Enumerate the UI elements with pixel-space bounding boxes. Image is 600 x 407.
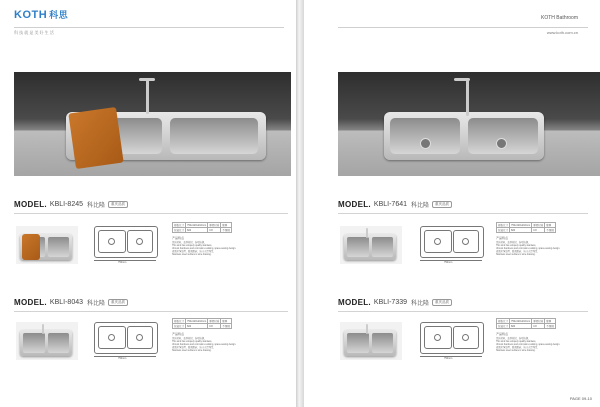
model-heading-1: MODEL. KBLI-8245 科比隆 重庆品质 xyxy=(14,198,128,210)
product-thumb-2 xyxy=(16,322,78,360)
features-text: 优质材料，加厚板材，防噪防潮， This sink has uniquely quality stainless, Utmost hardness and corrosion-resisting, space-saving design. 表面拉丝处理，耐刮耐磨，防止水渍残留， Stainless steel surface is wire drawing. xyxy=(172,338,237,352)
spec-table-1: 规格尺寸 750x420x210mm 厚度材质 壁厚 包装尺寸 820 0.8 不锈钢 xyxy=(174,223,230,232)
page-number: PAGE 09-10 xyxy=(569,396,592,401)
right-page xyxy=(304,0,600,407)
header-divider xyxy=(14,27,284,28)
quality-badge: 重庆品质 xyxy=(432,201,452,208)
series-cn: 科比隆 xyxy=(411,300,430,307)
features-title: 产品特点 xyxy=(496,332,509,336)
sink-basin xyxy=(384,112,544,160)
model-code: KBLI-8245 xyxy=(49,200,84,208)
features-text: 优质材料，加厚板材，防噪防潮， This sink has uniquely quality stainless, Utmost hardness and corrosion-resisting, space-saving design. 表面拉丝处理，耐刮耐磨，防止水渍残留， Stainless steel surface is wire drawing. xyxy=(496,242,561,256)
model-code: KBLI-7339 xyxy=(373,298,408,306)
hero-photo-double-sink-wood-board xyxy=(14,72,291,176)
series-cn: 科比隆 xyxy=(87,202,106,209)
model-heading-2: MODEL. KBLI-8043 科比隆 重庆品质 xyxy=(14,296,128,308)
faucet xyxy=(146,80,149,114)
logo-cn: 科思 xyxy=(49,10,69,20)
quality-badge: 重庆品质 xyxy=(108,299,128,306)
series-cn: 科比隆 xyxy=(87,300,106,307)
header-divider xyxy=(338,27,588,28)
quality-badge: 重庆品质 xyxy=(108,201,128,208)
features-text: 优质材料，加厚板材，防噪防潮， This sink has uniquely quality stainless, Utmost hardness and corrosion-resisting, space-saving design. 表面拉丝处理，耐刮耐磨，防止水渍残留， Stainless steel surface is wire drawing. xyxy=(496,338,561,352)
model-heading-3: MODEL. KBLI-7641 科比隆 重庆品质 xyxy=(338,198,452,210)
technical-drawing-4: 750mm xyxy=(420,322,482,360)
faucet xyxy=(466,80,469,116)
spec-table-2: 规格尺寸 750x420x210mm 厚度材质 壁厚 包装尺寸 820 0.8 不锈钢 xyxy=(174,319,230,328)
product-thumb-1 xyxy=(16,226,78,264)
features-title: 产品特点 xyxy=(496,236,509,240)
features-title: 产品特点 xyxy=(172,332,185,336)
koth-logo xyxy=(14,8,68,21)
technical-drawing-2: 750mm xyxy=(94,322,156,360)
spec-table-4: 规格尺寸 750x420x210mm 厚度材质 壁厚 包装尺寸 820 0.8 不锈钢 xyxy=(498,319,554,328)
logo-en: KOTH xyxy=(14,9,48,21)
left-page xyxy=(0,0,296,407)
model-code: KBLI-7641 xyxy=(373,200,408,208)
brand-label: KOTH Bathroom xyxy=(541,15,578,21)
cutting-board xyxy=(68,107,123,169)
technical-drawing-1: 750mm xyxy=(94,226,156,264)
product-thumb-3 xyxy=(340,226,402,264)
features-text: 优质材料，加厚板材，防噪防潮， This sink has uniquely quality stainless, Utmost hardness and corrosion-resisting, space-saving design. 表面拉丝处理，耐刮耐磨，防止水渍残留， Stainless steel surface is wire drawing. xyxy=(172,242,237,256)
model-heading-4: MODEL. KBLI-7339 科比隆 重庆品质 xyxy=(338,296,452,308)
spec-table-3: 规格尺寸 750x420x210mm 厚度材质 壁厚 包装尺寸 820 0.8 不锈钢 xyxy=(498,223,554,232)
tagline: 科 技 就 是 美 好 生 活 xyxy=(14,30,54,35)
technical-drawing-3: 750mm xyxy=(420,226,482,264)
hero-photo-double-sink xyxy=(338,72,600,176)
product-thumb-4 xyxy=(340,322,402,360)
series-cn: 科比隆 xyxy=(411,202,430,209)
features-title: 产品特点 xyxy=(172,236,185,240)
quality-badge: 重庆品质 xyxy=(432,299,452,306)
book-gutter xyxy=(296,0,304,407)
model-code: KBLI-8043 xyxy=(49,298,84,306)
website-url: www.koth.com.cn xyxy=(546,30,578,35)
